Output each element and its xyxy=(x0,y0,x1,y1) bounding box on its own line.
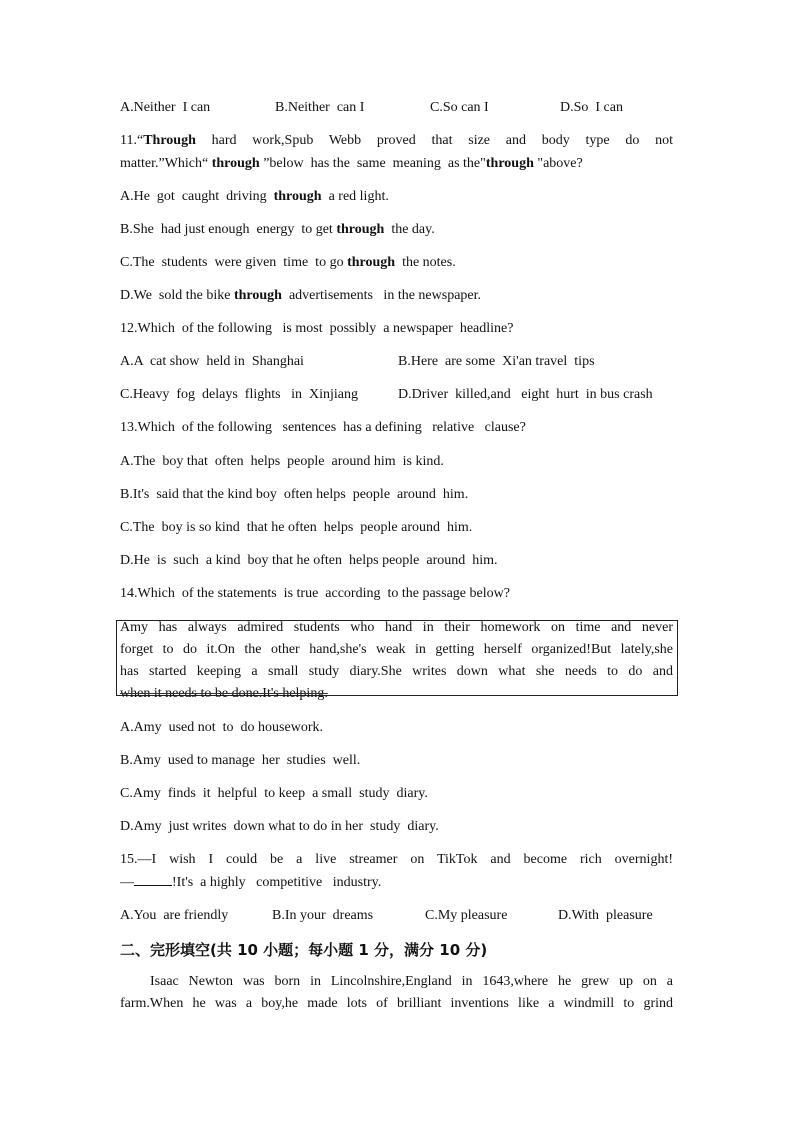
bold-through: Through xyxy=(143,133,196,148)
q12-options-row2 xyxy=(120,386,680,404)
q10-option-c: C.So can I xyxy=(430,100,489,115)
q12-option-d: D.Driver killed,and eight hurt in bus crash xyxy=(398,387,653,402)
q13-option-a: A.The boy that often helps people around him is kind. xyxy=(120,454,444,469)
q15-option-a: A.You are friendly xyxy=(120,908,229,923)
q10-option-b: B.Neither can I xyxy=(275,100,365,115)
q12-option-a: A.A cat show held in Shanghai xyxy=(120,354,304,369)
q15-option-b: B.In your dreams xyxy=(272,908,374,923)
q14-passage-line: forget to do it.On the other hand,she's weak in getting herself organized!But lately,she xyxy=(120,642,673,657)
q14-passage-line: has started keeping a small study diary.She writes down what she needs to do and xyxy=(120,664,673,679)
q14-option-c: C.Amy finds it helpful to keep a small study diary. xyxy=(120,786,428,801)
q14-option-b: B.Amy used to manage her studies well. xyxy=(120,753,361,768)
q14-passage-line: Amy has always admired students who hand in their homework on time and never xyxy=(120,620,673,635)
passage-line: farm.When he was a boy,he made lots of brilliant inventions like a windmill to grind xyxy=(120,996,673,1011)
q15-option-c: C.My pleasure xyxy=(425,908,508,923)
q11-stem-line2: matter.”Which“ through ”below has the same meaning as the"through "above? xyxy=(120,156,583,171)
q15-stem-line2: — !It's a highly competitive industry. xyxy=(120,875,382,890)
q11-option-c: C.The students were given time to go through the notes. xyxy=(120,255,456,270)
q15-options xyxy=(120,907,680,925)
q13-option-b: B.It's said that the kind boy often helps people around him. xyxy=(120,487,469,502)
q15-stem-line1: 15.—I wish I could be a live streamer on TikTok and become rich overnight! xyxy=(120,852,673,867)
q10-option-d: D.So I can xyxy=(560,100,623,115)
answer-blank xyxy=(134,873,172,886)
q14-option-a: A.Amy used not to do housework. xyxy=(120,720,323,735)
q13-stem: 13.Which of the following sentences has a defining relative clause? xyxy=(120,420,526,435)
q12-stem: 12.Which of the following is most possibly a newspaper headline? xyxy=(120,321,514,336)
section-heading: 二、完形填空(共 10 小题；每小题 1 分，满分 10 分) xyxy=(120,941,488,959)
q14-passage-line: when it needs to be done.It's helping. xyxy=(120,686,328,701)
q14-stem: 14.Which of the statements is true according to the passage below? xyxy=(120,586,510,601)
q12-option-c: C.Heavy fog delays flights in Xinjiang xyxy=(120,387,358,402)
q13-option-d: D.He is such a kind boy that he often helps people around him. xyxy=(120,553,498,568)
q11-option-b: B.She had just enough energy to get through the day. xyxy=(120,222,435,237)
q13-option-c: C.The boy is so kind that he often helps people around him. xyxy=(120,520,473,535)
q12-options-row1 xyxy=(120,353,680,371)
q14-option-d: D.Amy just writes down what to do in her study diary. xyxy=(120,819,439,834)
q11-option-a: A.He got caught driving through a red light. xyxy=(120,189,389,204)
q10-options xyxy=(120,99,680,117)
q12-option-b: B.Here are some Xi'an travel tips xyxy=(398,354,595,369)
q11-option-d: D.We sold the bike through advertisements in the newspaper. xyxy=(120,288,482,303)
passage-line: Isaac Newton was born in Lincolnshire,England in 1643,where he grew up on a xyxy=(150,974,673,989)
q10-option-a: A.Neither I can xyxy=(120,100,211,115)
q15-option-d: D.With pleasure xyxy=(558,908,653,923)
q11-stem-line1: 11.“Through hard work,Spub Webb proved that size and body type do not xyxy=(120,133,673,148)
